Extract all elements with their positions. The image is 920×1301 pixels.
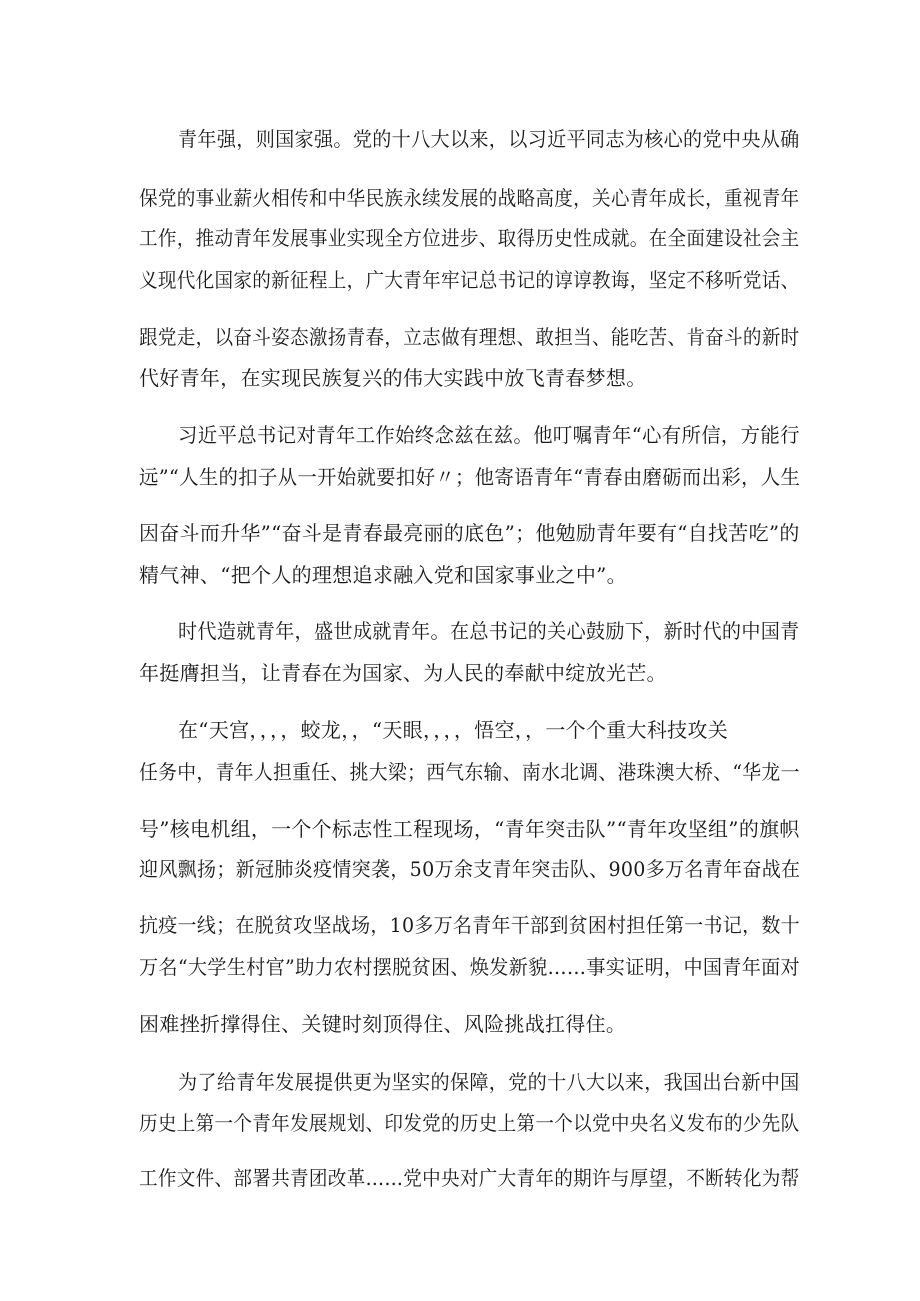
paragraph-1-line-2: 保党的事业薪火相传和中华民族永续发展的战略高度，关心青年成长，重视青年 [139,186,800,210]
paragraph-3-line-2: 年挺膺担当，让青春在为国家、为人民的奉献中绽放光芒。 [139,661,667,685]
paragraph-5-line-2: 历史上第一个青年发展规划、印发党的历史上第一个以党中央名义发布的少先队 [139,1111,800,1135]
paragraph-1-line-5: 跟党走，以奋斗姿态激扬青春，立志做有理想、敢担当、能吃苦、肯奋斗的新时 [139,325,800,349]
paragraph-1-line-1: 青年强，则国家强。党的十八大以来，以习近平同志为核心的党中央从确 [178,127,800,151]
paragraph-4-line-1: 在“天宫，，，，蛟龙，，“天眼，，，，悟空，，一个个重大科技攻关 [178,718,729,742]
paragraph-4-line-3: 号”核电机组，一个个标志性工程现场，“青年突击队”“青年攻坚组”的旗帜 [139,817,800,841]
paragraph-2-line-4: 精气神、“把个人的理想追求融入党和国家事业之中”。 [139,563,627,587]
paragraph-2-line-2: 远”“人生的扣子从一开始就要扣好〃；他寄语青年“青春由磨砺而出彩，人生 [139,465,801,489]
paragraph-2-line-3: 因奋斗而升华”“奋斗是青春最亮丽的底色”；他勉励青年要有“自找苦吃”的 [139,521,800,545]
paragraph-1-line-4: 义现代化国家的新征程上，广大青年牢记总书记的谆谆教诲，坚定不移听党话、 [139,268,800,292]
paragraph-5-line-3: 工作文件、部署共青团改革……党中央对广大青年的期许与厚望，不断转化为帮 [139,1166,800,1190]
paragraph-4-line-4: 迎风飘扬；新冠肺炎疫情突袭，50万余支青年突击队、900多万名青年奋战在 [139,857,801,881]
paragraph-4-line-7: 困难挫折撑得住、关键时刻顶得住、风险挑战扛得住。 [139,1012,627,1036]
paragraph-4-line-2: 任务中，青年人担重任、挑大梁；西气东输、南水北调、港珠澳大桥、“华龙一 [139,760,800,784]
paragraph-1-line-6: 代好青年，在实现民族复兴的伟大实践中放飞青春梦想。 [139,366,647,390]
paragraph-2-line-1: 习近平总书记对青年工作始终念兹在兹。他叮嘱青年“心有所信，方能行 [178,423,800,447]
paragraph-4-line-6: 万名“大学生村官”助力农村摆脱贫困、焕发新貌……事实证明，中国青年面对 [139,955,800,979]
paragraph-4-line-5: 抗疫一线；在脱贫攻坚战场，10多万名青年干部到贫困村担任第一书记，数十 [139,913,800,937]
paragraph-5-line-1: 为了给青年发展提供更为坚实的保障，党的十八大以来，我国出台新中国 [178,1070,800,1094]
paragraph-3-line-1: 时代造就青年，盛世成就青年。在总书记的关心鼓励下，新时代的中国青 [178,619,800,643]
paragraph-1-line-3: 工作，推动青年发展事业实现全方位进步、取得历史性成就。在全面建设社会主 [139,226,800,250]
